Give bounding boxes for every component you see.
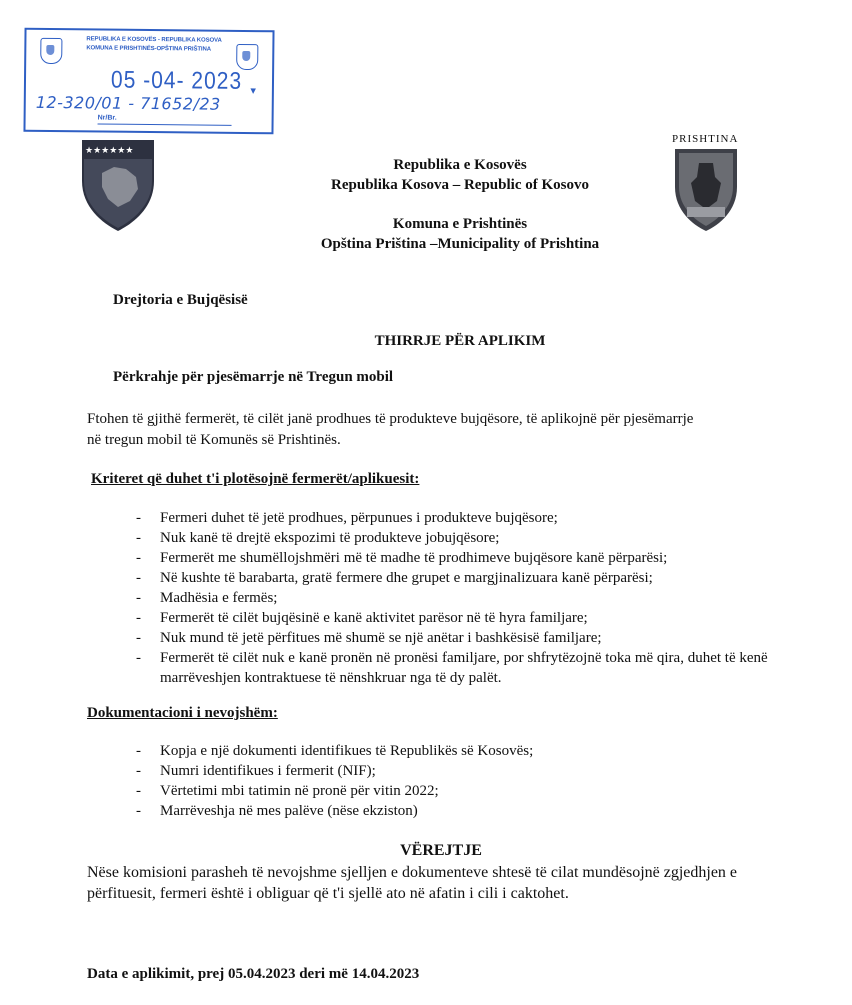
registry-stamp [23, 28, 274, 135]
document-subtitle: Përkrahje për pjesëmarrje në Tregun mobil [113, 369, 394, 385]
stamp-seal-left-icon [40, 38, 62, 64]
stamp-date: 05 -04- 2023 [110, 66, 243, 95]
list-item: - Në kushte të barabarta, gratë fermere dhe grupet e margjinalizuara kanë përparësi; [136, 568, 776, 588]
note-heading-text: VËREJTJE [400, 842, 482, 859]
prishtina-emblem-label: PRISHTINA [672, 133, 739, 145]
note-text: Nëse komisioni parasheh të nevojshme sjelljen e dokumenteve shtesë të cilat mundësojnë zgjedhjen e përfituesit, fermeri është i obliguar që t'i sjellë ato në afatin i cili i caktohet. [87, 864, 738, 902]
stamp-divider [98, 123, 232, 125]
application-deadline: Data e aplikimit, prej 05.04.2023 deri më 14.04.2023 [87, 966, 420, 982]
list-item: - Kopja e një dokumenti identifikues të Republikës së Kosovës; [136, 741, 736, 761]
header-line-4: Opština Priština –Municipality of Prishtina [320, 236, 600, 252]
note-heading [0, 842, 852, 860]
list-item: - Fermeri duhet të jetë prodhues, përpunues i produkteve bujqësore; [136, 508, 776, 528]
svg-text:★★★★★★: ★★★★★★ [85, 146, 134, 156]
header-line-3: Komuna e Prishtinës [392, 216, 528, 232]
list-item: - Madhësia e fermës; [136, 588, 776, 608]
list-item: - Vërtetimi mbi tatimin në pronë për vitin 2022; [136, 781, 736, 801]
list-item: - Fermerët të cilët nuk e kanë pronën në pronësi familjare, por shfrytëzojnë toka më qira, duhet të kenë marrëveshjen kontraktuese të nënshkruar nga të dy palët. [136, 648, 776, 688]
list-item: - Nuk kanë të drejtë ekspozimi të produkteve jobujqësore; [136, 528, 776, 548]
intro-paragraph: Ftohen të gjithë fermerët, të cilët janë prodhues të produkteve bujqësore, të aplikojnë për pjesëmarrje në tregun mobil të Komunës së Prishtinës. [87, 411, 694, 448]
document-title: THIRRJE PËR APLIKIM [374, 333, 546, 349]
list-item: - Fermerët me shumëllojshmëri më të madhe të prodhimeve bujqësore kanë përparësi; [136, 548, 776, 568]
list-item: - Nuk mund të jetë përfitues më shumë se një anëtar i bashkësisë familjare; [136, 628, 776, 648]
documents-heading: Dokumentacioni i nevojshëm: [87, 705, 278, 721]
stamp-number-label: Nr/Br. [97, 114, 117, 122]
stamp-reference: 12-320/01 - 71652/23 [35, 92, 221, 114]
stamp-line-2: KOMUNA E PRISHTINËS-OPŠTINA PRIŠTINA [86, 45, 212, 53]
list-item: - Numri identifikues i fermerit (NIF); [136, 761, 736, 781]
documents-list [136, 741, 736, 821]
stamp-seal-right-icon [236, 44, 258, 70]
list-item: - Marrëveshja në mes palëve (nëse ekziston) [136, 801, 736, 821]
stamp-mark: ▾ [250, 85, 256, 98]
department-name: Drejtoria e Bujqësisë [113, 292, 248, 308]
criteria-list [136, 508, 776, 688]
list-item: - Fermerët të cilët bujqësinë e kanë aktivitet parësor në të hyra familjare; [136, 608, 776, 628]
criteria-heading: Kriteret që duhet t'i plotësojnë fermerët/aplikuesit: [91, 471, 420, 487]
stamp-line-1: REPUBLIKA E KOSOVËS - REPUBLIKA KOSOVA [86, 36, 222, 44]
kosovo-coat-of-arms-icon [80, 137, 156, 233]
header-line-2: Republika Kosova – Republic of Kosovo [331, 177, 589, 193]
header-line-1: Republika e Kosovës [393, 157, 527, 173]
